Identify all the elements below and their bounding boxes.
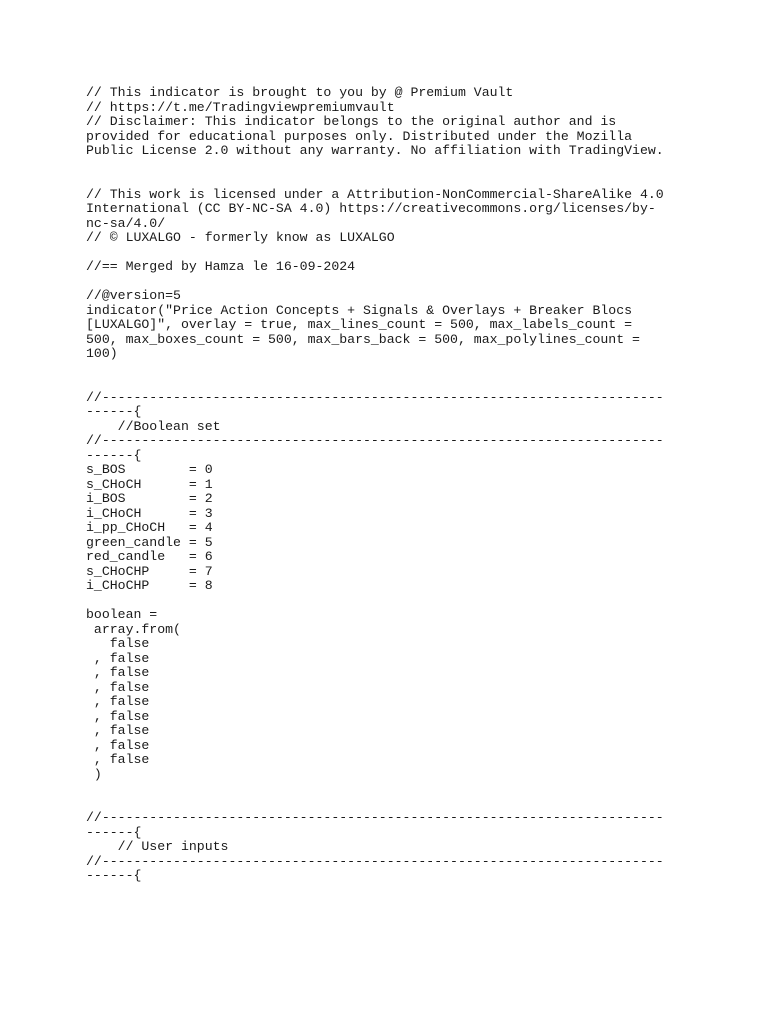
code-line: s_CHoCH = 1 <box>86 476 213 492</box>
code-line: boolean = <box>86 607 158 622</box>
code-line: , false <box>86 708 150 724</box>
code-line: //----------------------------------------------------------------------- <box>86 433 664 448</box>
code-line: provided for educational purposes only. Distributed under the Mozilla <box>86 128 633 144</box>
code-line: s_BOS = 0 <box>86 462 213 477</box>
code-line: Public License 2.0 without any warranty. No affiliation with TradingView. <box>86 143 664 158</box>
code-line <box>86 594 686 609</box>
code-line: , false <box>86 665 150 680</box>
code-line <box>86 173 686 188</box>
code-line: ) <box>86 766 102 782</box>
code-line <box>86 376 686 391</box>
code-line: , false <box>86 650 150 666</box>
code-line: , false <box>86 723 150 738</box>
code-line <box>86 159 686 174</box>
code-line: //----------------------------------------------------------------------- <box>86 853 664 869</box>
code-line: array.from( <box>86 621 181 637</box>
code-line: //Boolean set <box>86 418 221 434</box>
code-line: i_CHoCH = 3 <box>86 505 213 521</box>
code-line: red_candle = 6 <box>86 549 213 564</box>
code-line: , false <box>86 694 150 709</box>
code-line: //----------------------------------------------------------------------- <box>86 389 664 405</box>
code-line <box>86 246 686 261</box>
code-line: // © LUXALGO - formerly know as LUXALGO <box>86 230 395 245</box>
code-line: false <box>86 636 150 651</box>
code-line: // https://t.me/Tradingviewpremiumvault <box>86 99 395 115</box>
code-line: International (CC BY-NC-SA 4.0) https://creativecommons.org/licenses/by- <box>86 201 656 216</box>
code-line: // User inputs <box>86 839 229 854</box>
code-line: 500, max_boxes_count = 500, max_bars_back = 500, max_polylines_count = <box>86 331 640 347</box>
code-line: // Disclaimer: This indicator belongs to the original author and is <box>86 114 617 129</box>
code-line: nc-sa/4.0/ <box>86 215 166 231</box>
code-line: , false <box>86 752 150 767</box>
code-line <box>86 782 686 797</box>
code-line: [LUXALGO]", overlay = true, max_lines_count = 500, max_labels_count = <box>86 317 633 332</box>
code-line: ------{ <box>86 404 142 419</box>
code-line <box>86 362 686 377</box>
code-line: indicator("Price Action Concepts + Signals & Overlays + Breaker Blocs <box>86 302 633 318</box>
code-line <box>86 275 686 290</box>
code-line: //== Merged by Hamza le 16-09-2024 <box>86 259 356 274</box>
code-line <box>86 797 686 812</box>
code-listing <box>86 86 686 884</box>
code-line: i_BOS = 2 <box>86 491 213 506</box>
code-line: //----------------------------------------------------------------------- <box>86 810 664 825</box>
code-line: // This work is licensed under a Attribution-NonCommercial-ShareAlike 4.0 <box>86 186 664 202</box>
code-line: ------{ <box>86 868 142 883</box>
code-line: , false <box>86 679 150 695</box>
code-line: ------{ <box>86 447 142 463</box>
code-line: i_pp_CHoCH = 4 <box>86 520 213 535</box>
code-line: // This indicator is brought to you by @ Premium Vault <box>86 85 514 100</box>
code-line: , false <box>86 737 150 753</box>
code-line: i_CHoCHP = 8 <box>86 578 213 593</box>
code-line: green_candle = 5 <box>86 534 213 550</box>
code-line: s_CHoCHP = 7 <box>86 563 213 579</box>
code-line: //@version=5 <box>86 288 181 303</box>
code-line: 100) <box>86 346 118 361</box>
code-line: ------{ <box>86 824 142 840</box>
